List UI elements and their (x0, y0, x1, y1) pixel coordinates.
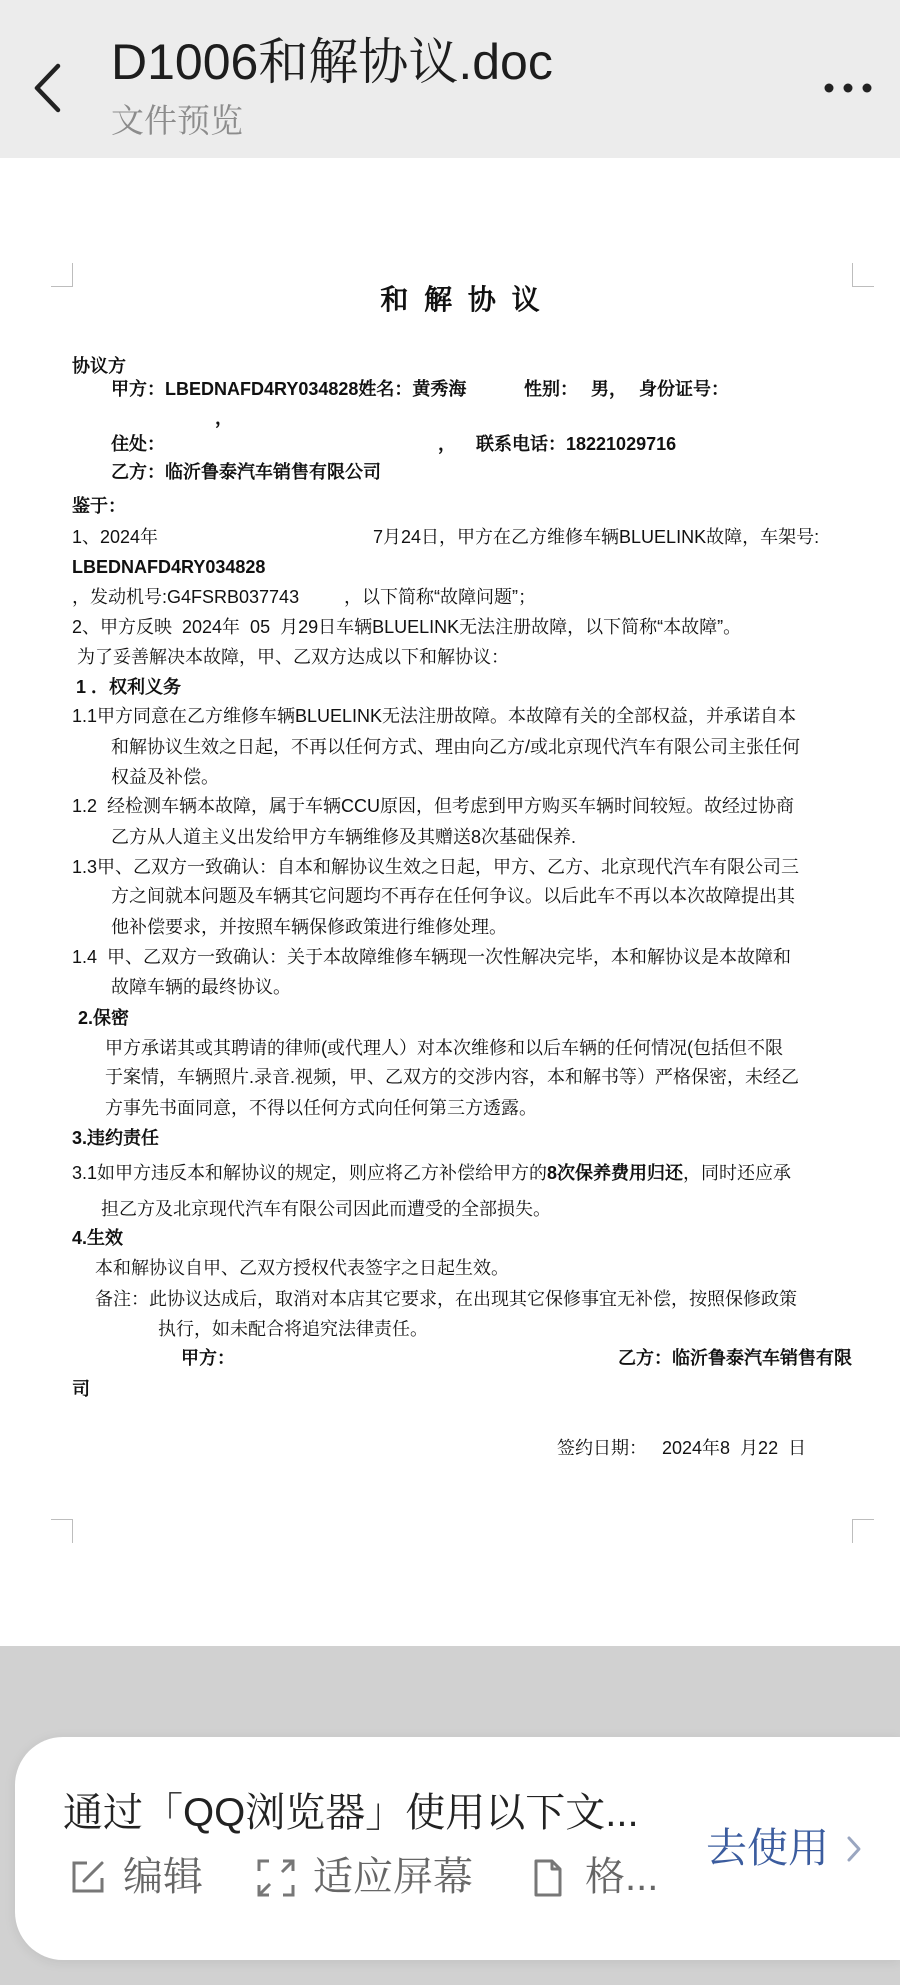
whereas-item2: 2、甲方反映 2024年 05 月29日车辆BLUELINK无法注册故障，以下简称“本故障”。 (72, 617, 742, 637)
open-with-message: 通过「QQ浏览器」使用以下文... (63, 1791, 639, 1835)
confidentiality-heading: 2.保密 (78, 1008, 130, 1028)
crop-mark-top-right (852, 263, 874, 287)
breach-clause-emphasis: 8次保养费用归还 (547, 1163, 684, 1183)
file-title: D1006和解协议.doc (111, 34, 553, 90)
document-icon (533, 1859, 563, 1897)
rights-line: 1.3甲、乙双方一致确认：自本和解协议生效之日起，甲方、乙方、北京现代汽车有限公司三 (72, 857, 800, 877)
breach-clause-text: 3.1如甲方违反本和解协议的规定，则应将乙方补偿给甲方的 (72, 1163, 548, 1183)
agreement-intro: 为了妥善解决本故障，甲、乙双方达成以下和解协议： (72, 647, 509, 667)
confidentiality-line: 甲方承诺其或其聘请的律师(或代理人）对本次维修和以后车辆的任何情况(包括但不限 (105, 1038, 783, 1058)
breach-heading: 3.违约责任 (72, 1128, 160, 1148)
effective-text: 本和解协议自甲、乙双方授权代表签字之日起生效。 (95, 1258, 509, 1278)
rights-line: 1.1甲方同意在乙方维修车辆BLUELINK无法注册故障。本故障有关的全部权益，并承诺自本 (72, 706, 797, 726)
whereas-item1-start: 1、2024年 (72, 527, 159, 547)
rights-line: 和解协议生效之日起，不再以任何方式、理由向乙方/或北京现代汽车有限公司主张任何 (111, 737, 800, 757)
more-dots-icon (822, 81, 874, 95)
phone-number: 联系电话：18221029716 (476, 434, 677, 454)
id-card-end: ， (215, 408, 233, 428)
effective-heading: 4.生效 (72, 1228, 124, 1248)
whereas-heading: 鉴于： (72, 496, 126, 516)
app-header (0, 0, 900, 158)
crop-mark-bottom-right (852, 1519, 874, 1543)
rights-heading: 1 ．权利义务 (76, 677, 182, 697)
engine-alias: ，以下简称“故障问题”； (344, 587, 536, 607)
fit-screen-label: 适应屏幕 (313, 1855, 473, 1899)
address-end: ， (438, 434, 456, 454)
rights-line: 故障车辆的最终协议。 (111, 977, 291, 997)
back-chevron-icon (30, 60, 66, 116)
format-label: 格... (585, 1855, 659, 1899)
go-use-label: 去使用 (706, 1825, 829, 1871)
document-title: 和 解 协 议 (380, 284, 544, 315)
back-button[interactable] (30, 60, 66, 116)
signing-date: 签约日期： 2024年8 月22 日 (557, 1438, 807, 1458)
gender-value: 男， (591, 379, 627, 399)
id-card-label: 身份证号： (639, 379, 729, 399)
page-subtitle: 文件预览 (111, 102, 243, 139)
chevron-right-icon (846, 1835, 862, 1863)
note-text-cont: 执行，如未配合将追究法律责任。 (158, 1319, 428, 1339)
parties-heading: 协议方 (72, 356, 126, 376)
whereas-item1-rest: 7月24日，甲方在乙方维修车辆BLUELINK故障，车架号: (373, 527, 820, 547)
more-button[interactable] (822, 81, 874, 95)
signature-party-a: 甲方： (181, 1348, 235, 1368)
rights-line: 乙方从人道主义出发给甲方车辆维修及其赠送8次基础保养. (111, 827, 577, 847)
rights-line: 权益及补偿。 (111, 767, 219, 787)
rights-line: 1.2 经检测车辆本故障，属于车辆CCU原因，但考虑到甲方购买车辆时间较短。故经过协商 (72, 796, 795, 816)
rights-line: 1.4 甲、乙双方一致确认：关于本故障维修车辆现一次性解决完毕，本和解协议是本故障和 (72, 947, 792, 967)
party-b-info: 乙方：临沂鲁泰汽车销售有限公司 (111, 462, 381, 482)
edit-icon (70, 1859, 106, 1895)
rights-line: 他补偿要求，并按照车辆保修政策进行维修处理。 (111, 917, 507, 937)
rights-line: 方之间就本问题及车辆其它问题均不再存在任何争议。以后此车不再以本次故障提出其 (111, 886, 795, 906)
note-text: 备注：此协议达成后，取消对本店其它要求，在出现其它保修事宜无补偿，按照保修政策 (95, 1289, 797, 1309)
crop-mark-bottom-left (51, 1519, 73, 1543)
go-use-button[interactable] (706, 1822, 866, 1874)
signature-party-b: 乙方：临沂鲁泰汽车销售有限 (618, 1348, 852, 1368)
breach-clause-cont: 担乙方及北京现代汽车有限公司因此而遭受的全部损失。 (101, 1199, 551, 1219)
party-a-info: 甲方：LBEDNAFD4RY034828姓名：黄秀海 (111, 379, 467, 399)
breach-clause (72, 1158, 791, 1188)
signature-party-b-cont: 司 (72, 1379, 90, 1399)
edit-label: 编辑 (123, 1855, 203, 1899)
open-with-sheet (15, 1737, 900, 1960)
gender-label: 性别： (524, 379, 578, 399)
address-label: 住处： (111, 434, 165, 454)
breach-clause-text-end: ，同时还应承 (683, 1163, 792, 1183)
vin-number: LBEDNAFD4RY034828 (72, 557, 266, 577)
fit-screen-icon (257, 1859, 295, 1897)
confidentiality-line: 于案情，车辆照片.录音.视频，甲、乙双方的交涉内容，本和解书等）严格保密，未经乙 (105, 1067, 799, 1087)
confidentiality-line: 方事先书面同意，不得以任何方式向任何第三方透露。 (105, 1098, 537, 1118)
document-preview[interactable] (0, 158, 900, 1646)
crop-mark-top-left (51, 263, 73, 287)
engine-number: ，发动机号:G4FSRB037743 (72, 587, 300, 607)
